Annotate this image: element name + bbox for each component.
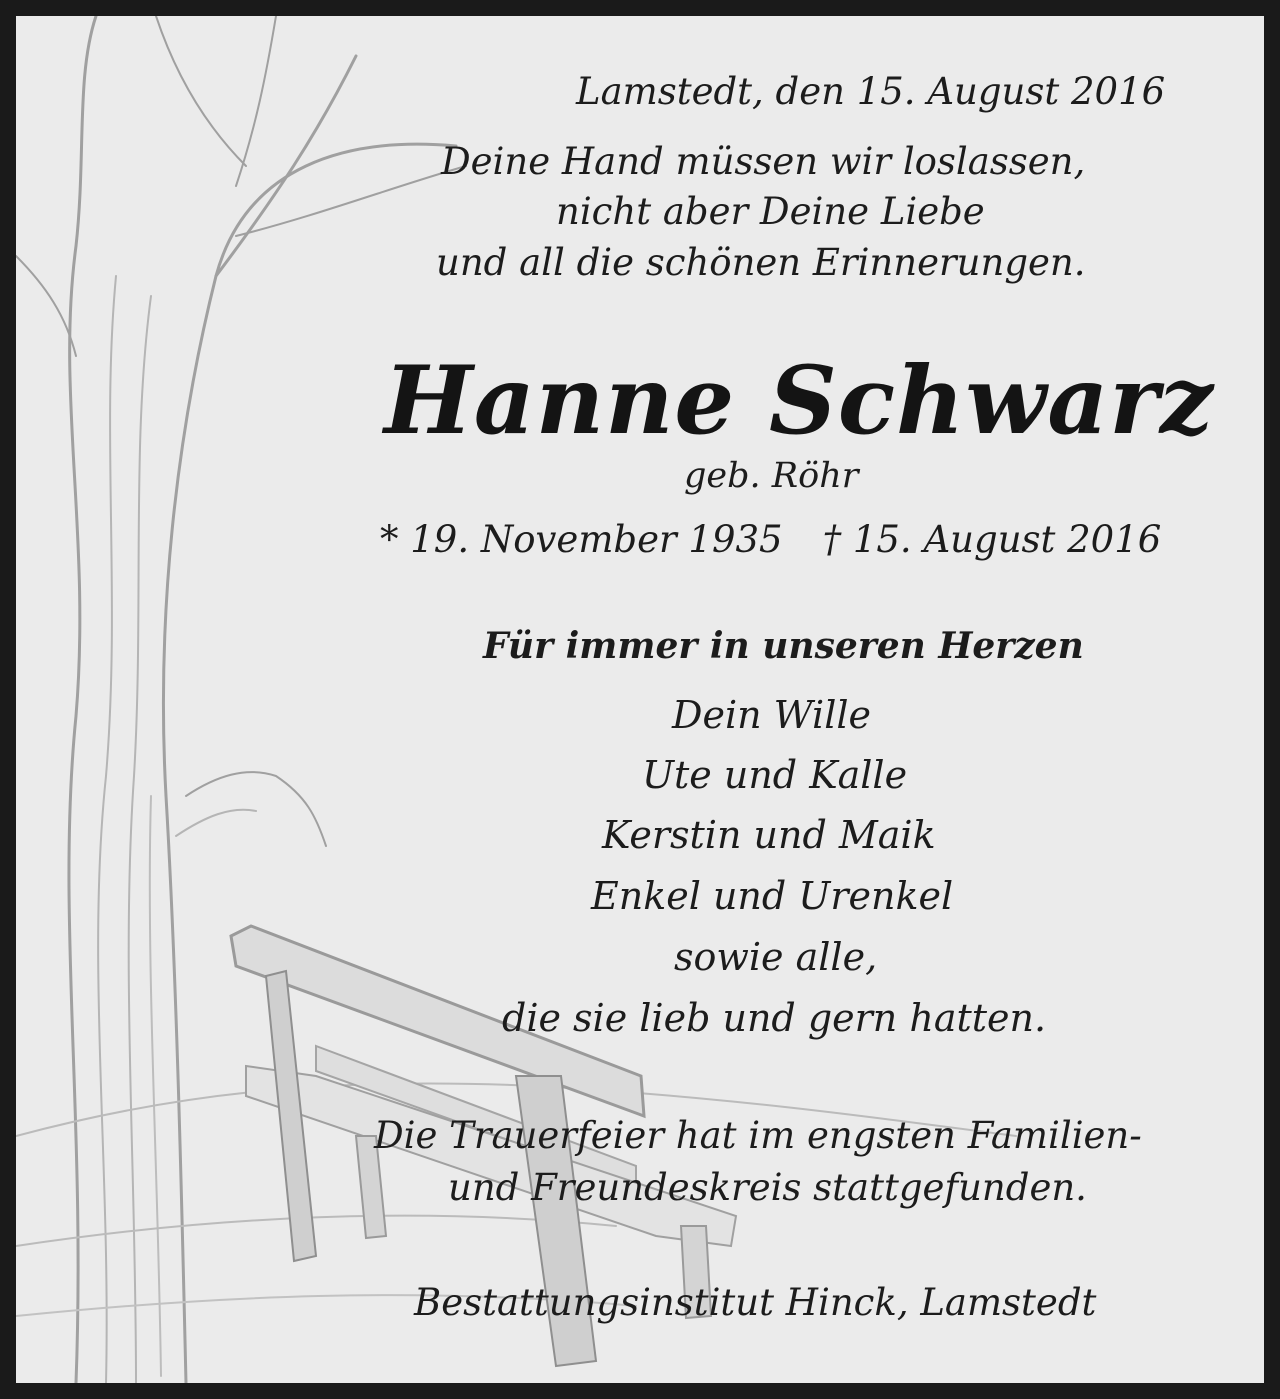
mourner-line-1: Dein Wille xyxy=(672,693,871,737)
birth-date: * 19. November 1935 xyxy=(380,518,783,561)
mourner-line-4: Enkel und Urenkel xyxy=(591,874,954,918)
motto: Für immer in unseren Herzen xyxy=(483,625,1084,667)
life-dates xyxy=(380,518,1162,561)
ceremony-note-line-1: Die Trauerfeier hat im engsten Familien- xyxy=(374,1114,1142,1157)
mourner-line-3: Kerstin und Maik xyxy=(602,813,936,857)
verse-line-1: Deine Hand müssen wir loslassen, xyxy=(441,140,1086,183)
mourner-line-2: Ute und Kalle xyxy=(642,753,908,797)
deceased-name: Hanne Schwarz xyxy=(384,346,1215,456)
place-and-date: Lamstedt, den 15. August 2016 xyxy=(576,70,1166,113)
funeral-home: Bestattungsinstitut Hinck, Lamstedt xyxy=(414,1281,1097,1324)
mourner-line-5: sowie alle, xyxy=(674,935,878,979)
verse-line-2: nicht aber Deine Liebe xyxy=(556,190,985,233)
maiden-name: geb. Röhr xyxy=(684,456,859,496)
mourner-line-6: die sie lieb und gern hatten. xyxy=(502,996,1047,1040)
death-date: † 15. August 2016 xyxy=(822,518,1162,561)
ceremony-note-line-2: und Freundeskreis stattgefunden. xyxy=(448,1166,1087,1209)
verse-line-3: und all die schönen Erinnerungen. xyxy=(436,241,1086,284)
